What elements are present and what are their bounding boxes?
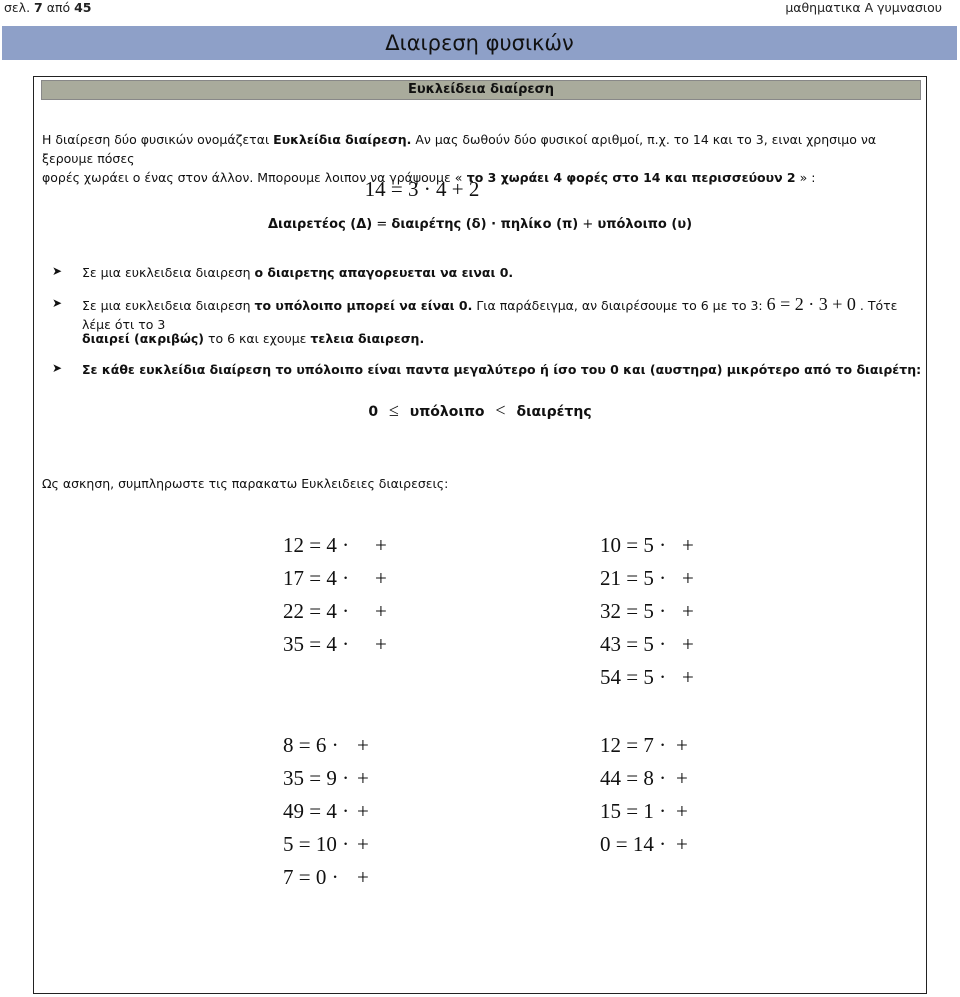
- bullet-remainder-range: Σε κάθε ευκλείδια διαίρεση το υπόλοιπο είναι παντα μεγαλύτερο ή ίσο του 0 και (αυστηρα) μικρότερο από το διαιρέτη:: [82, 362, 922, 377]
- intro-text: Αν μας δωθούν δύο φυσικοί αριθμοί, π.χ. το 14 και το 3, ειναι χρησιμο να ξερουμε πόσες: [42, 132, 877, 166]
- exercise-plus: +: [357, 733, 369, 757]
- exercise-plus: +: [676, 766, 688, 790]
- exercise-lhs: 49 = 4 ·: [283, 799, 350, 823]
- page-separator: από: [42, 0, 75, 15]
- exercise-plus: +: [682, 566, 694, 590]
- exercise-plus: +: [682, 632, 694, 656]
- exercise-equation: [283, 766, 369, 791]
- exercise-equation: [283, 832, 369, 857]
- exercise-plus: +: [676, 832, 688, 856]
- inequality-lt: <: [495, 400, 506, 420]
- arrow-bullet-icon: ➤: [52, 361, 63, 375]
- bullet-emphasis: το υπόλοιπο μπορεί να είναι 0.: [254, 298, 473, 313]
- exercise-plus: +: [375, 632, 387, 656]
- exercise-equation: [600, 599, 694, 624]
- exercise-equation: [283, 733, 369, 758]
- remainder-inequality: [33, 400, 927, 421]
- bullet-text: το 6 και εχουμε: [203, 331, 311, 346]
- exercise-equation: [283, 865, 369, 890]
- arrow-bullet-icon: ➤: [52, 264, 63, 278]
- bullet-text: Για παράδειγμα, αν διαιρέσουμε το 6 με το 3:: [472, 298, 767, 313]
- exercise-lhs: 35 = 4 ·: [283, 632, 350, 656]
- exercise-lhs: 43 = 5 ·: [600, 632, 667, 656]
- exercise-equation: [600, 799, 688, 824]
- arrow-bullet-icon: ➤: [52, 296, 63, 310]
- section-heading: Ευκλείδεια διαίρεση: [41, 80, 921, 100]
- intro-text: » :: [795, 170, 816, 185]
- exercise-equation: [283, 533, 387, 558]
- exercise-equation: [600, 533, 694, 558]
- intro-term: Ευκλείδια διαίρεση.: [273, 132, 412, 147]
- exercise-lhs: 0 = 14 ·: [600, 832, 667, 856]
- exercise-lhs: 10 = 5 ·: [600, 533, 667, 557]
- exercise-plus: +: [357, 832, 369, 856]
- exercise-lhs: 35 = 9 ·: [283, 766, 350, 790]
- bullet-divisor-nonzero: [82, 263, 922, 282]
- formula-quotient: πηλίκο (π): [500, 217, 579, 232]
- inequality-remainder: υπόλοιπο: [409, 404, 485, 420]
- exercise-equation: [283, 632, 387, 657]
- subject-label: μαθηματικα Α γυμνασιου: [785, 0, 942, 15]
- formula-divisor: διαιρέτης (δ): [391, 217, 487, 232]
- exercise-lhs: 7 = 0 ·: [283, 865, 339, 889]
- exercise-plus: +: [357, 766, 369, 790]
- formula-remainder: υπόλοιπο (υ): [597, 217, 693, 232]
- exercise-lhs: 32 = 5 ·: [600, 599, 667, 623]
- exercise-plus: +: [676, 799, 688, 823]
- exercise-equation: [600, 766, 688, 791]
- bullet-emphasis: τελεια διαιρεση.: [310, 331, 425, 346]
- exercise-equation: [283, 799, 369, 824]
- exercise-intro: Ως ασκηση, συμπληρωστε τις παρακατω Ευκλειδειες διαιρεσεις:: [42, 476, 449, 491]
- bullet-text: Σε μια ευκλειδεια διαιρεση: [82, 298, 255, 313]
- exercise-plus: +: [682, 599, 694, 623]
- bullet-remainder-zero-cont: [82, 329, 922, 348]
- bullet-emphasis: διαιρεί (ακριβώς): [82, 331, 204, 346]
- exercise-plus: +: [375, 533, 387, 557]
- exercise-lhs: 17 = 4 ·: [283, 566, 350, 590]
- exercise-equation: [600, 832, 688, 857]
- exercise-plus: +: [375, 599, 387, 623]
- example-equation-text: 14 = 3 · 4 + 2: [364, 177, 480, 201]
- exercise-equation: [600, 566, 694, 591]
- division-formula: [33, 217, 927, 232]
- bullet-text: . Τότε λέμε ότι το 3: [82, 298, 898, 332]
- exercise-lhs: 15 = 1 ·: [600, 799, 667, 823]
- exercise-lhs: 12 = 7 ·: [600, 733, 667, 757]
- exercise-plus: +: [682, 533, 694, 557]
- exercise-lhs: 12 = 4 ·: [283, 533, 350, 557]
- bullet-equation: 6 = 2 · 3 + 0: [766, 294, 856, 314]
- intro-quote: το 3 χωράει 4 φορές στο 14 και περισσεύουν 2: [462, 170, 796, 185]
- page-number: 7: [34, 0, 43, 15]
- page-total: 45: [74, 0, 92, 15]
- page-title: Διαιρεση φυσικών: [2, 26, 957, 60]
- exercise-lhs: 54 = 5 ·: [600, 665, 667, 689]
- exercise-equation: [283, 566, 387, 591]
- formula-dividend: Διαιρετέος (Δ): [267, 217, 373, 232]
- content-frame: [33, 76, 927, 994]
- exercise-plus: +: [676, 733, 688, 757]
- exercise-equation: [600, 632, 694, 657]
- exercise-equation: [600, 733, 688, 758]
- formula-times: ·: [486, 217, 501, 232]
- formula-equals: =: [372, 217, 392, 232]
- inequality-le: ≤: [389, 400, 399, 420]
- exercise-plus: +: [357, 799, 369, 823]
- page-prefix: σελ.: [4, 0, 35, 15]
- exercise-lhs: 22 = 4 ·: [283, 599, 350, 623]
- exercise-lhs: 21 = 5 ·: [600, 566, 667, 590]
- inequality-divisor: διαιρέτης: [516, 404, 592, 420]
- exercise-lhs: 44 = 8 ·: [600, 766, 667, 790]
- exercise-plus: +: [375, 566, 387, 590]
- exercise-equation: [600, 665, 694, 690]
- bullet-text: Σε μια ευκλειδεια διαιρεση: [82, 265, 255, 280]
- page-counter: [4, 0, 92, 15]
- example-equation: [33, 177, 927, 202]
- exercise-plus: +: [682, 665, 694, 689]
- exercise-lhs: 5 = 10 ·: [283, 832, 350, 856]
- inequality-zero: 0: [368, 404, 379, 420]
- exercise-lhs: 8 = 6 ·: [283, 733, 339, 757]
- bullet-emphasis: ο διαιρετης απαγορευεται να ειναι 0.: [254, 265, 514, 280]
- intro-text: φορές χωράει ο ένας στον άλλον. Μπορουμε λοιπον να γράψουμε «: [42, 170, 463, 185]
- exercise-equation: [283, 599, 387, 624]
- exercise-plus: +: [357, 865, 369, 889]
- intro-text: Η διαίρεση δύο φυσικών ονομάζεται: [42, 132, 274, 147]
- formula-plus: +: [578, 217, 598, 232]
